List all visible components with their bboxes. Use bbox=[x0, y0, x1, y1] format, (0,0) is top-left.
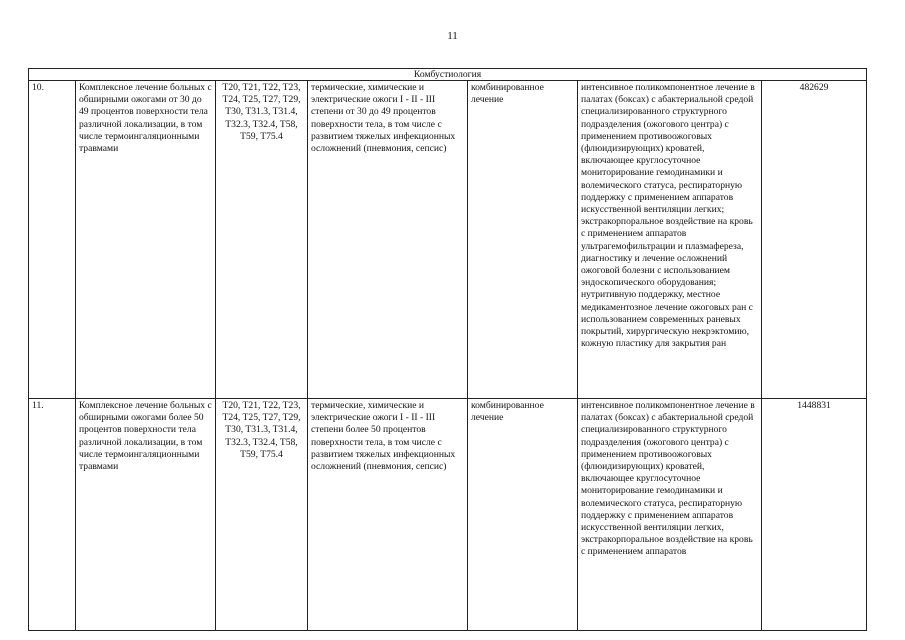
treatment-method: интенсивное поликомпонентное лечение в палатах (боксах) с абактериальной средой специализированного структурного подразделения (ожогового центра) с применением противоожоговых (флюидизирующих) кроватей, включающее круглосуточное мониторирование гемодинамики и волемического статуса, респираторную поддержку с применением аппаратов искусственной вентиляции легких, экстракорпоральное воздействие на кровь с применением аппаратов bbox=[578, 399, 762, 631]
section-title: Комбустиология bbox=[29, 69, 867, 81]
patient-model: термические, химические и электрические ожоги I - II - III степени более 50 процентов поверхности тела, в том числе с развитием тяжелых инфекционных осложнений (пневмония, сепсис) bbox=[308, 399, 468, 631]
page-number: 11 bbox=[447, 30, 458, 42]
intervention-name: Комплексное лечение больных с обширными ожогами от 30 до 49 процентов поверхности тела различной локализации, в том числе термоингаляционными травмами bbox=[76, 81, 216, 399]
treatment-type: комбинированное лечение bbox=[468, 399, 578, 631]
icd-codes: T20, T21, T22, T23, T24, T25, T27, T29, T30, T31.3, T31.4, T32.3, T32.4, T58, T59, T75.4 bbox=[216, 81, 308, 399]
cost-value: 482629 bbox=[762, 81, 867, 399]
table-row bbox=[29, 399, 867, 631]
intervention-name: Комплексное лечение больных с обширными ожогами более 50 процентов поверхности тела различной локализации, в том числе термоингаляционными травмами bbox=[76, 399, 216, 631]
icd-codes: T20, T21, T22, T23, T24, T25, T27, T29, T30, T31.3, T31.4, T32.3, T32.4, T58, T59, T75.4 bbox=[216, 399, 308, 631]
cost-value: 1448831 bbox=[762, 399, 867, 631]
section-header-row bbox=[29, 69, 867, 81]
row-number: 10. bbox=[29, 81, 76, 399]
treatment-type: комбинированное лечение bbox=[468, 81, 578, 399]
medical-care-table bbox=[28, 68, 867, 631]
table-row bbox=[29, 81, 867, 399]
treatment-method: интенсивное поликомпонентное лечение в палатах (боксах) с абактериальной средой специализированного структурного подразделения (ожогового центра) с применением противоожоговых (флюидизирующих) кроватей, включающее круглосуточное мониторирование гемодинамики и волемического статуса, респираторную поддержку с применением аппаратов искусственной вентиляции легких; экстракорпоральное воздействие на кровь с применением аппаратов ультрагемофильтрации и плазмафереза, диагностику и лечение осложнений ожоговой болезни с использованием эндоскопического оборудования; нутритивную поддержку, местное медикаментозное лечение ожоговых ран с использованием современных раневых покрытий, хирургическую некрэктомию, кожную пластику для закрытия ран bbox=[578, 81, 762, 399]
row-number: 11. bbox=[29, 399, 76, 631]
patient-model: термические, химические и электрические ожоги I - II - III степени от 30 до 49 процентов поверхности тела, в том числе с развитием тяжелых инфекционных осложнений (пневмония, сепсис) bbox=[308, 81, 468, 399]
